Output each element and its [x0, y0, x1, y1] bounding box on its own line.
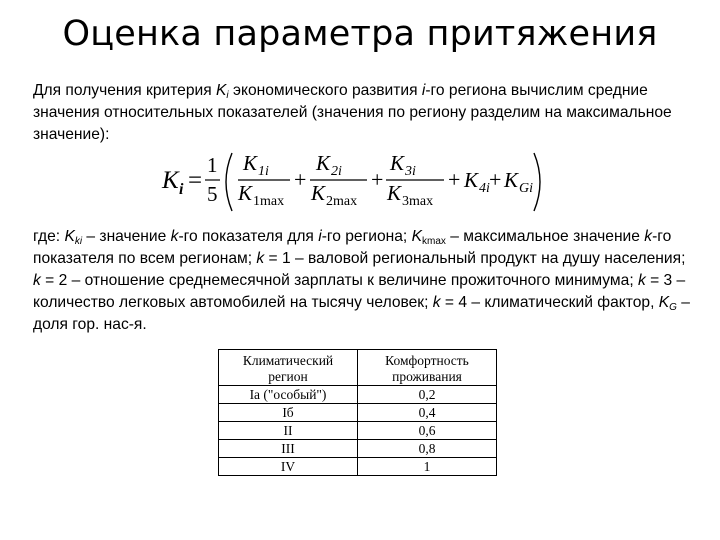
formula-plus-3: + [448, 167, 461, 192]
formula-plus-1: + [294, 167, 307, 192]
def-var-kg: K [658, 294, 670, 311]
formula-left-paren [226, 153, 232, 211]
header-col2-line1: Комфортность [385, 353, 469, 368]
header-col1-line2: регион [268, 369, 308, 384]
table-row [219, 422, 497, 440]
region-cell: Ia ("особый") [219, 386, 358, 404]
def-text-5: – максимальное значение [445, 228, 645, 245]
formula-svg [158, 150, 548, 214]
formula-lhs: K [162, 167, 179, 194]
climate-table [218, 349, 497, 476]
def-var-k5: k [637, 272, 646, 289]
comfort-cell: 0,4 [358, 404, 497, 422]
slide-title: Оценка параметра притяжения [62, 14, 658, 54]
formula-f1-num-sub: 1i [258, 164, 269, 179]
intro-text-3: -го региона вычислим средние значения относительных показателей (значения по региону разделим на максимальное значение): [33, 82, 672, 143]
header-col2-line2: проживания [392, 369, 462, 384]
formula-f3-den: K [387, 181, 402, 205]
table-header-row [219, 350, 497, 386]
intro-text-1: Для получения критерия [33, 82, 217, 99]
region-cell: II [219, 422, 358, 440]
formula-equals: = [188, 167, 203, 194]
comfort-cell: 0,2 [358, 386, 497, 404]
formula-plus-2: + [371, 167, 384, 192]
formula-f1-num: K [243, 151, 258, 175]
header-col1-line1: Климатический [242, 353, 334, 368]
intro-paragraph [33, 80, 693, 146]
formula-t5-sub: Gi [519, 181, 533, 196]
def-text-6: -го показателя по всем регионам; [33, 228, 672, 267]
def-var-k4: k [33, 272, 41, 289]
formula-right-paren [534, 153, 540, 211]
formula-t4-sub: 4i [479, 181, 490, 196]
table-row [219, 458, 497, 476]
def-text-1: где: [33, 228, 65, 245]
formula-t4: K [464, 168, 479, 192]
intro-var-k-sub: i [226, 90, 229, 101]
comfort-cell: 0,8 [358, 440, 497, 458]
formula-f1-den: K [238, 181, 253, 205]
region-cell: Iб [219, 404, 358, 422]
def-var-kki-sub: ki [74, 236, 83, 247]
intro-var-k: K [216, 82, 227, 99]
formula-f3-num: K [390, 151, 405, 175]
def-text-3: -го показателя для [178, 228, 319, 245]
def-var-kkmax-sub: kmax [422, 236, 446, 247]
def-var-kki: K [64, 228, 75, 245]
comfort-cell: 1 [358, 458, 497, 476]
comfort-cell: 0,6 [358, 422, 497, 440]
def-var-kg-sub: G [669, 302, 677, 313]
header-climate-region [219, 350, 358, 386]
formula-t5: K [504, 168, 519, 192]
formula-f2-den: K [311, 181, 326, 205]
formula-coef-num: 1 [207, 153, 218, 177]
formula-f2-num: K [316, 151, 331, 175]
def-var-k3: k [256, 250, 265, 267]
intro-text-2: экономического развития [228, 82, 422, 99]
region-cell: IV [219, 458, 358, 476]
def-var-i: i [318, 228, 322, 245]
def-text-9: = 3 – количество легковых автомобилей на тысячу человек; [33, 272, 686, 311]
def-var-kkmax: K [411, 228, 423, 245]
def-text-11: – доля гор. нас-я. [33, 294, 690, 333]
def-text-7: = 1 – валовой региональный продукт на душу населения; [264, 250, 686, 267]
formula-f2-num-sub: 2i [331, 164, 342, 179]
def-text-10: = 4 – климатический фактор, [440, 294, 659, 311]
formula-coef-den: 5 [207, 182, 218, 206]
table-row [219, 440, 497, 458]
def-text-2: – значение [82, 228, 171, 245]
formula [158, 150, 548, 219]
table-row [219, 386, 497, 404]
def-var-k6: k [432, 294, 441, 311]
def-var-k1: k [170, 228, 179, 245]
definitions-paragraph [33, 226, 693, 336]
def-text-4: -го региона; [321, 228, 412, 245]
region-cell: III [219, 440, 358, 458]
def-var-k2: k [644, 228, 653, 245]
formula-f2-den-sub: 2max [326, 194, 358, 209]
table-row [219, 404, 497, 422]
header-comfort [358, 350, 497, 386]
climate-table-wrap [218, 349, 497, 476]
formula-f1-den-sub: 1max [253, 194, 285, 209]
formula-lhs-sub: i [179, 181, 184, 198]
formula-plus-4: + [489, 167, 502, 192]
def-text-8: = 2 – отношение среднемесячной зарплаты к величине прожиточного минимума; [40, 272, 638, 289]
formula-f3-num-sub: 3i [405, 164, 416, 179]
intro-var-i: i [421, 82, 426, 99]
formula-f3-den-sub: 3max [402, 194, 434, 209]
